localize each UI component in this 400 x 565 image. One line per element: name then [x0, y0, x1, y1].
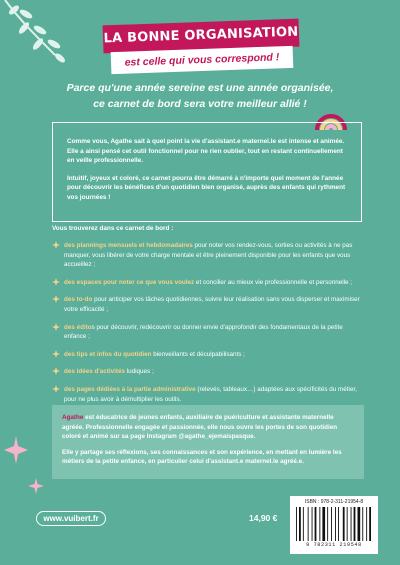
list-item: [52, 350, 364, 360]
star-bullet-icon: [52, 278, 60, 286]
title-banner: [103, 22, 299, 76]
list-item: [52, 323, 364, 342]
list-item-highlight: des to-do: [64, 296, 93, 304]
flower-decoration-icon: [0, 430, 50, 500]
star-bullet-icon: [52, 295, 60, 303]
star-bullet-icon: [52, 367, 60, 375]
barcode-box: [290, 496, 378, 554]
author-paragraph-2: Elle y partage ses réflexions, ses connaissances et son expérience, en mettant en lumière les métiers de la petite enfance, en particulier celui d'assistant.e maternel.le agréé.e.: [62, 448, 342, 466]
list-item-highlight: des pages dédiées à la partie administrative: [64, 385, 196, 393]
list-item-highlight: des plannings mensuels et hebdomadaires: [64, 242, 193, 249]
author-paragraph-1: [62, 413, 354, 442]
intro-line-2: ce carnet de bord sera votre meilleur allié !: [93, 98, 307, 110]
intro-line-1: Parce qu'une année sereine est une année organisée,: [66, 82, 334, 94]
list-item: [52, 367, 364, 377]
banner-subtitle: est celle qui vous correspond !: [111, 46, 294, 74]
list-item: [52, 295, 364, 314]
list-item-text: s pour découvrir, redécouvrir ou donner envie d'approfondir des fondamentaux de la petite enfance ;: [64, 323, 343, 341]
description-box: [52, 122, 362, 222]
barcode-icon: [295, 507, 373, 541]
list-item: [52, 385, 364, 404]
star-bullet-icon: [52, 350, 60, 358]
author-bio: est éducatrice de jeunes enfants, auxiliaire de puériculture et assistante maternelle agréée. Professionnelle engagée et passionnée, elle nous ouvre les portes de son quotidien coloré et animé sur sa page Instagram @agathe_ejemaispasque.: [62, 414, 338, 441]
isbn-text: ISBN : 978-2-311-21954-8: [304, 499, 364, 505]
contents-list: [52, 241, 364, 412]
list-item-text: bienveillants et déculpabilisants ;: [151, 350, 245, 358]
list-item-text: pour anticiper vos tâches quotidiennes, suivre leur réalisation sans vous disperser et maximiser votre efficacité ;: [64, 296, 360, 313]
barcode-number: 9 782311 219548: [306, 542, 362, 548]
list-item-highlight: des idées d'activités: [64, 368, 125, 376]
description-paragraph-1: Comme vous, Agathe sait à quel point la vie d'assistant.e maternel.le est intense et animée. Elle a ainsi pensé cet outil fonctionnel pour ne rien oublier, tout en restant continuellement en veille professionnelle.: [67, 138, 345, 165]
price: 14,90 €: [249, 513, 278, 523]
leaves-decoration-icon: [0, 0, 80, 70]
publisher-link[interactable]: www.vuibert.fr: [36, 511, 106, 526]
list-item-text: et concilier au mieux vie professionnelle et personnelle ;: [194, 278, 353, 286]
author-name: Agathe: [62, 414, 84, 421]
author-box: [52, 405, 364, 479]
star-bullet-icon: [52, 323, 60, 331]
list-item: [52, 278, 364, 288]
list-item: [52, 241, 364, 270]
list-item-highlight: des espaces pour noter ce que vous voulez: [64, 278, 195, 286]
description-paragraph-2: Intuitif, joyeux et coloré, ce carnet pourra être démarré à n'importe quel moment de l'année pour découvrir les bénéfices d'un quotidien bien organisé, auprès des enfants qui rythment vos journées !: [67, 174, 346, 201]
star-bullet-icon: [52, 385, 60, 393]
list-item-highlight: des édito: [64, 323, 92, 331]
list-item-highlight: des tips et infos du quotidien: [64, 350, 152, 358]
banner-title: LA BONNE ORGANISATION: [103, 19, 300, 54]
list-item-text: pour noter vos rendez-vous, sorties ou activités à ne pas manquer, vous libérer de votre charge mentale et être pleinement disponible pour les enfants que vous accueillez ;: [64, 242, 353, 269]
list-item-text: ludiques ;: [125, 368, 154, 376]
list-item-text: (relevés, tableaux…) adaptées aux spécificités du métier, pour ne plus avoir à démultiplier les outils.: [64, 385, 357, 403]
intro-text: [40, 80, 360, 112]
contents-list-title: Vous trouverez dans ce carnet de bord :: [52, 225, 174, 232]
star-bullet-icon: [52, 241, 60, 249]
